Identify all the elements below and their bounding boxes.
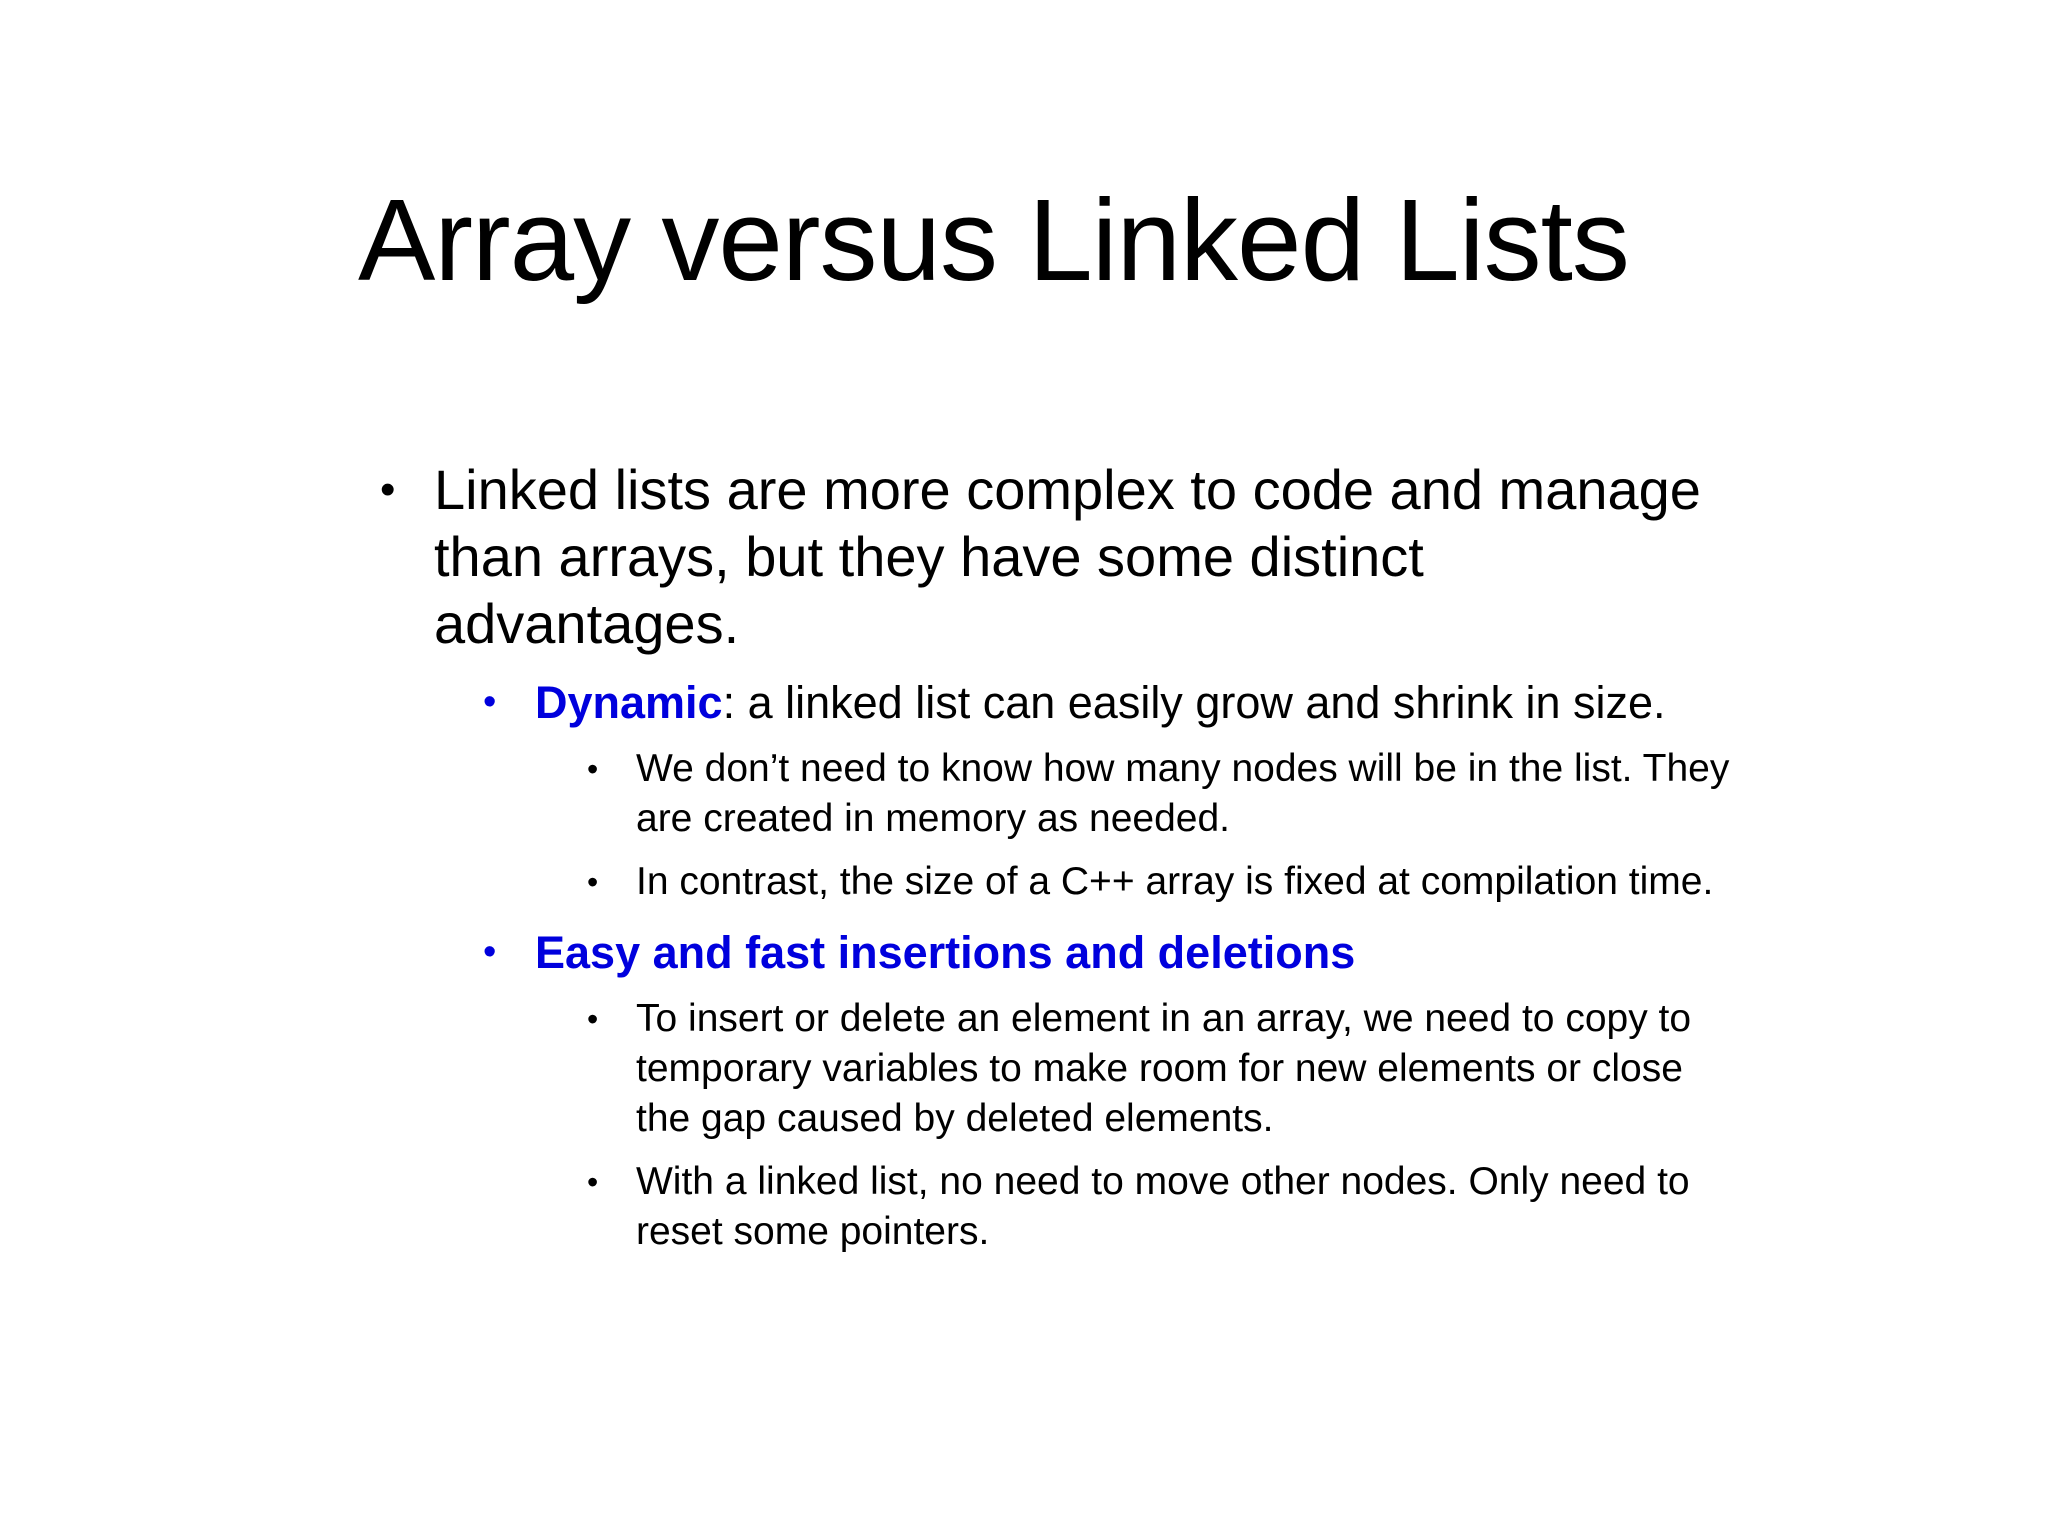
slide-title: Array versus Linked Lists	[358, 175, 1629, 305]
bullet-intro	[380, 456, 1740, 657]
bullet-dot-icon: •	[483, 681, 497, 723]
sub-bullet-array-size	[380, 857, 1740, 907]
term-dynamic: Dynamic	[535, 677, 723, 728]
sub-bullet-nodes	[380, 744, 1740, 844]
bullet-dot-icon: •	[483, 931, 497, 973]
bullet-dot-icon: •	[587, 864, 599, 900]
bullet-dynamic	[380, 674, 1740, 731]
sub-bullet-text: To insert or delete an element in an array, we need to copy to temporary variables to make room for new elements or close the gap caused by deleted elements.	[636, 997, 1692, 1140]
bullet-insertions	[380, 924, 1740, 981]
sub-bullet-linked-insert	[380, 1157, 1740, 1257]
term-insertions: Easy and fast insertions and deletions	[535, 927, 1356, 978]
sub-bullet-text: In contrast, the size of a C++ array is fixed at compilation time.	[636, 860, 1714, 903]
bullet-dot-icon: •	[587, 751, 599, 787]
bullet-dot-icon: •	[587, 1001, 599, 1037]
bullet-dot-icon: •	[587, 1164, 599, 1200]
bullet-dot-icon: •	[380, 465, 396, 514]
sub-bullet-text: With a linked list, no need to move other nodes. Only need to reset some pointers.	[636, 1160, 1690, 1253]
slide-body	[380, 456, 1740, 1257]
sub-bullet-text: We don’t need to know how many nodes will be in the list. They are created in memory as needed.	[636, 747, 1730, 840]
sub-bullet-array-insert	[380, 994, 1740, 1144]
bullet-intro-text: Linked lists are more complex to code and manage than arrays, but they have some distinct advantages.	[434, 458, 1701, 655]
bullet-dynamic-text: : a linked list can easily grow and shrink in size.	[722, 677, 1666, 728]
